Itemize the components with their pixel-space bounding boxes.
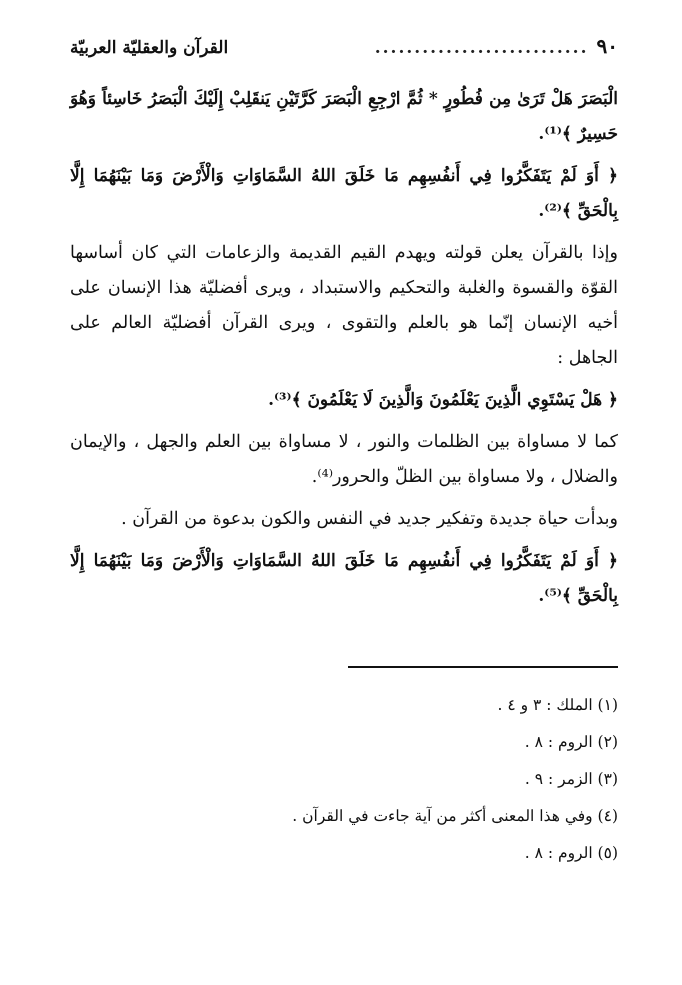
footnote: (١) الملك : ٣ و ٤ .: [497, 696, 618, 714]
quran-verse: ﴿ أَوَ لَمْ يَتَفَكَّرُوا فِي أَنفُسِهِم مَا خَلَقَ اللهُ السَّمَاوَاتِ وَالْأَرْضَ وَمَا بَيْنَهُمَا إِلَّا بِالْحَقِّ ﴾⁽⁵⁾.: [70, 551, 618, 606]
footnote: (٣) الزمر : ٩ .: [524, 770, 618, 788]
body-paragraph: وبدأت حياة جديدة وتفكير جديد في النفس والكون بدعوة من القرآن .: [121, 509, 618, 529]
running-header: [70, 34, 618, 60]
body-paragraph: وإذا بالقرآن يعلن قولته ويهدم القيم القديمة والزعامات التي كان أساسها القوّة والقسوة والغلبة والتحكيم والاستبداد ، ويرى أفضليّة هذا الإنسان على أخيه الإنسان إنّما هو بالعلم والتقوى ، ويرى القرآن أفضليّة العالم على الجاهل :: [70, 243, 618, 368]
quran-verse: الْبَصَرَ هَلْ تَرَىٰ مِن فُطُورٍ * ثُمَّ ارْجِعِ الْبَصَرَ كَرَّتَيْنِ يَنقَلِبْ إِلَيْكَ الْبَصَرُ خَاسِئاً وَهُوَ حَسِيرٌ ﴾⁽¹⁾.: [70, 89, 618, 144]
book-title: القرآن والعقليّة العربيّة: [70, 38, 229, 58]
footnote: (٤) وفي هذا المعنى أكثر من آية جاءت في القرآن .: [292, 807, 618, 825]
header-dot-leader: ...........................: [374, 38, 589, 58]
footnotes: [70, 692, 618, 866]
page-body: [70, 82, 618, 614]
footnote-divider: [348, 666, 618, 668]
page-number: ٩٠: [596, 34, 618, 58]
footnote: (٥) الروم : ٨ .: [524, 844, 618, 862]
quran-verse: ﴿ هَلْ يَسْتَوِي الَّذِينَ يَعْلَمُونَ وَالَّذِينَ لَا يَعْلَمُونَ ﴾⁽³⁾.: [268, 390, 618, 410]
footnote: (٢) الروم : ٨ .: [524, 733, 618, 751]
quran-verse: ﴿ أَوَ لَمْ يَتَفَكَّرُوا فِي أَنفُسِهِم مَا خَلَقَ اللهُ السَّمَاوَاتِ وَالْأَرْضَ وَمَا بَيْنَهُمَا إِلَّا بِالْحَقِّ ﴾⁽²⁾.: [70, 166, 618, 221]
body-paragraph: كما لا مساواة بين الظلمات والنور ، لا مساواة بين العلم والجهل ، والإيمان والضلال ، ولا مساواة بين الظلّ والحرور⁽⁴⁾.: [70, 432, 618, 487]
